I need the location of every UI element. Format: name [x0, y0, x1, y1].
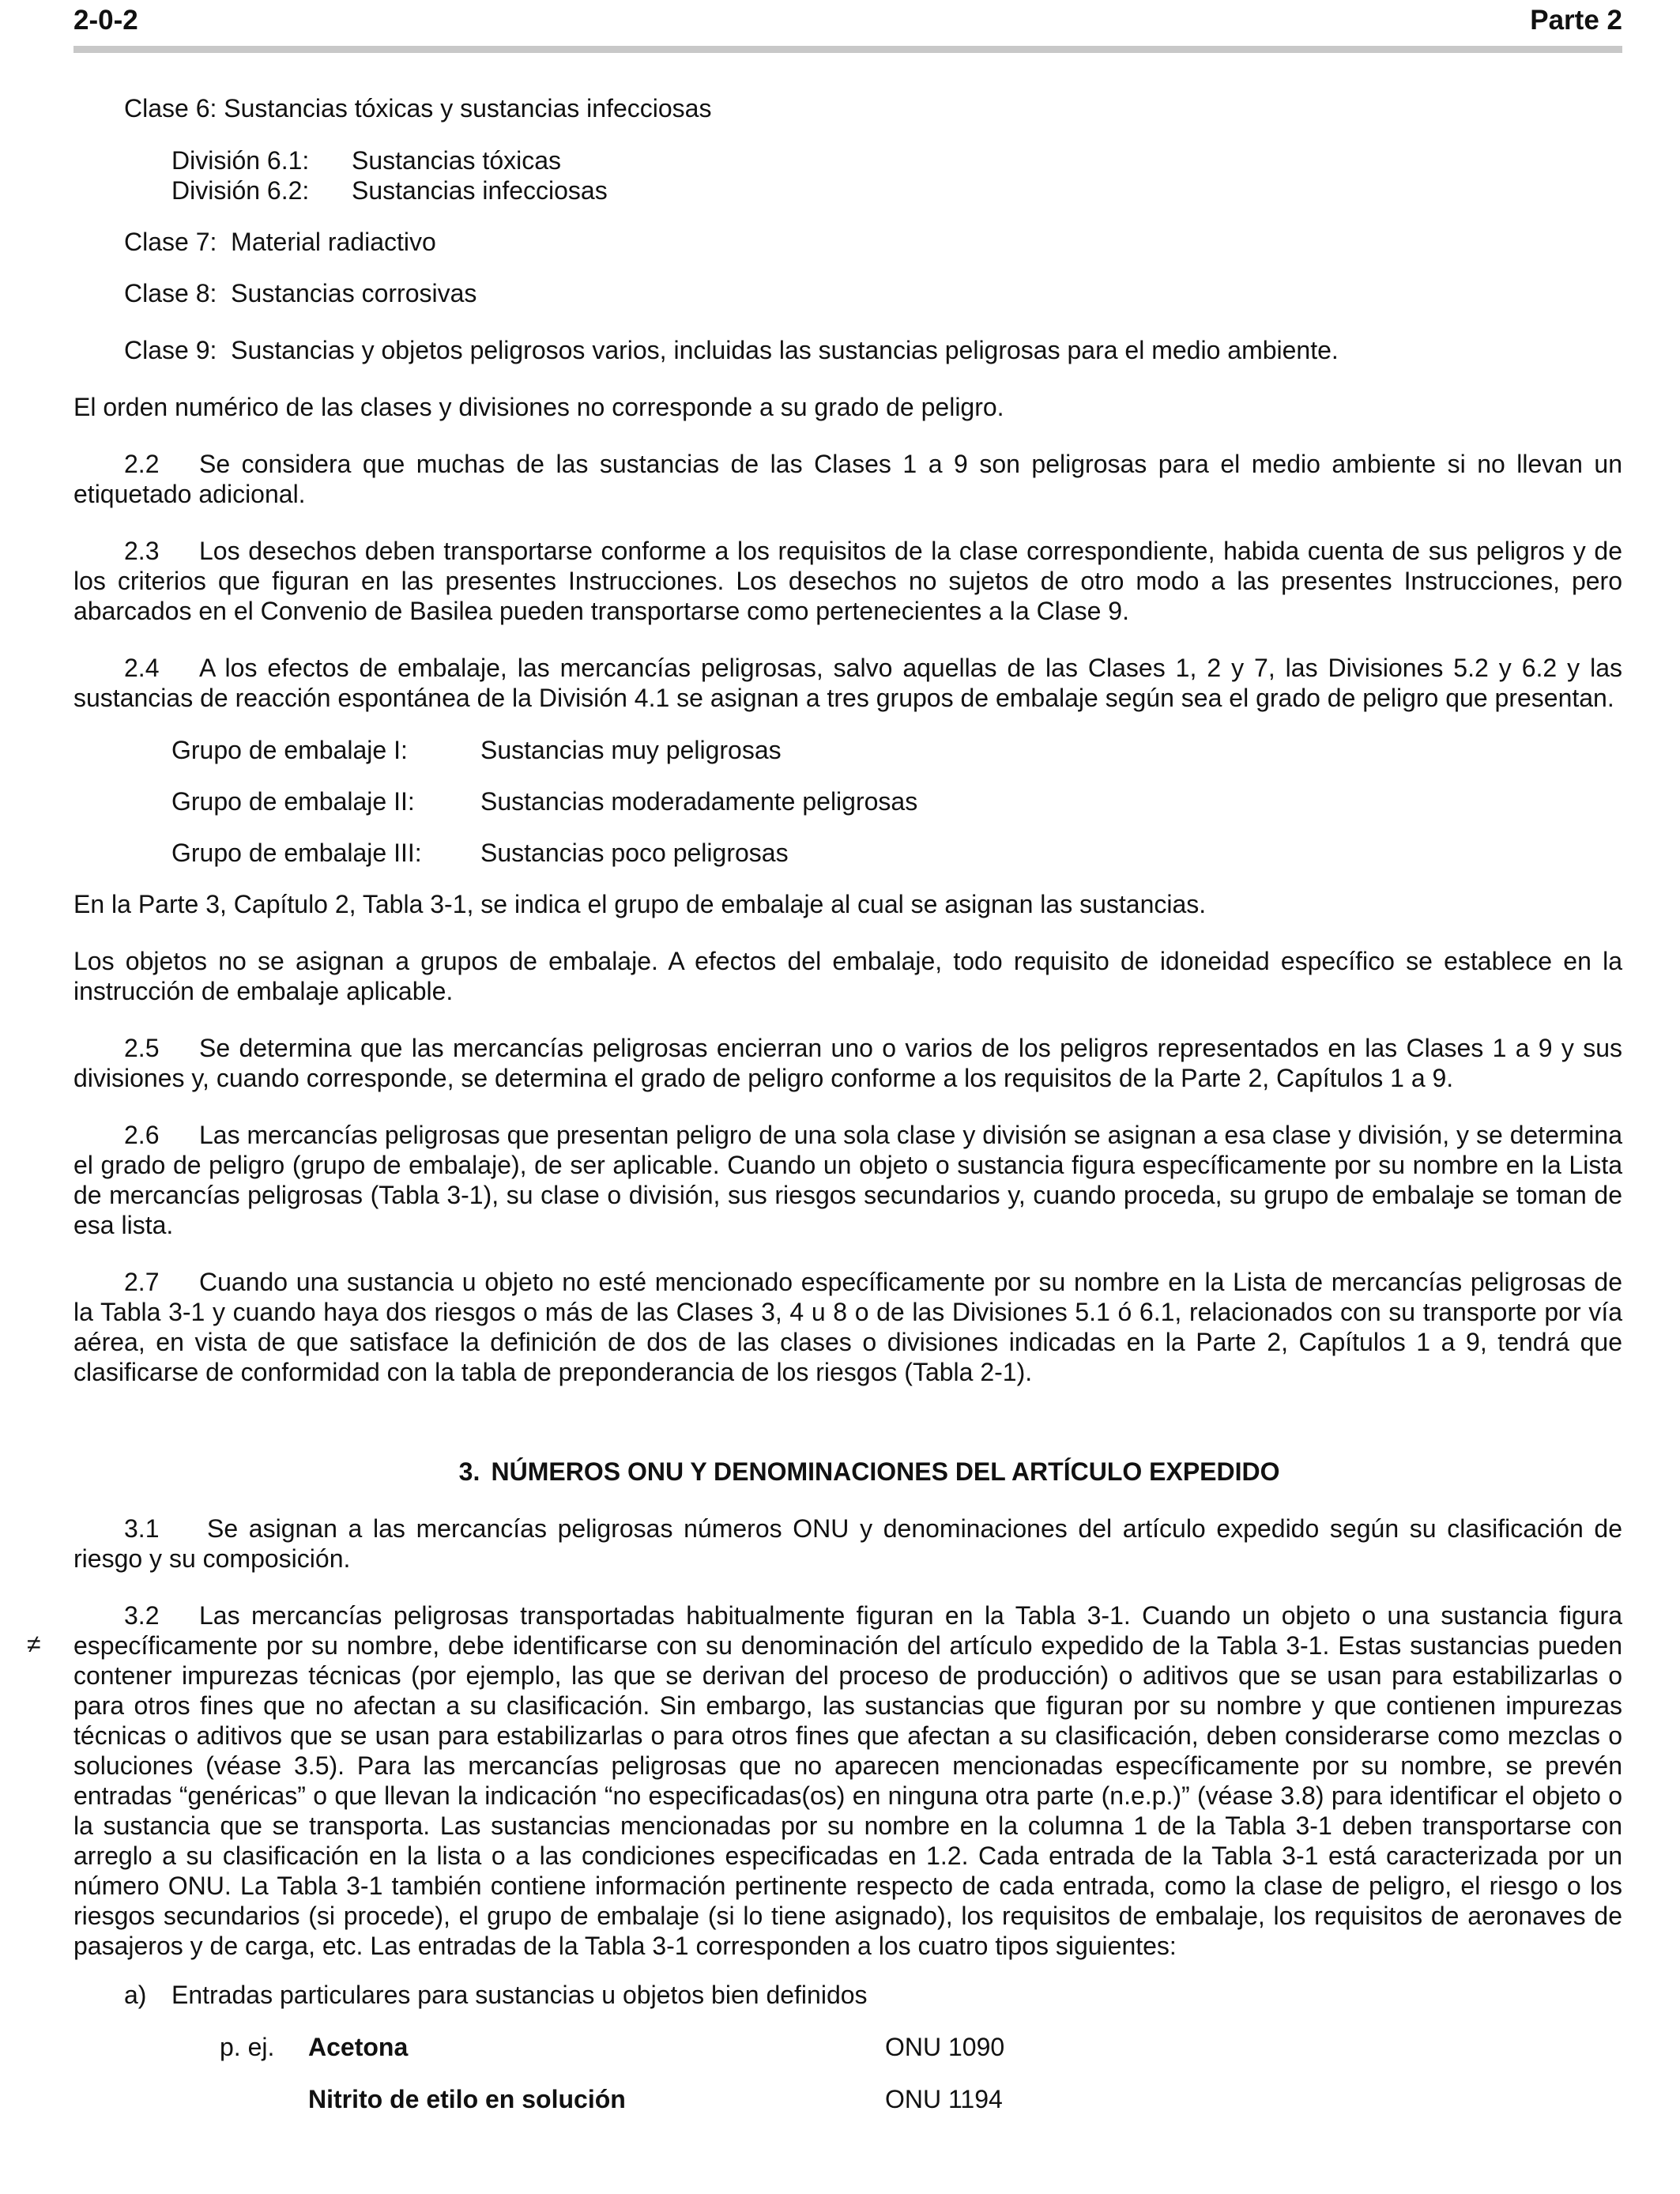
- class-6-heading: Clase 6: Sustancias tóxicas y sustancias infecciosas: [124, 94, 712, 123]
- change-mark: ≠: [27, 1630, 41, 1658]
- division-text: Sustancias tóxicas: [352, 146, 562, 175]
- paragraph-number: 2.6: [124, 1121, 160, 1149]
- paragraph-2-3: [73, 536, 1622, 626]
- header-rule: [73, 46, 1622, 53]
- example-prefix: p. ej.: [220, 2033, 275, 2061]
- paragraph-text: Las mercancías peligrosas transportadas habitualmente figuran en la Tabla 3-1. Cuando un objeto o una sustancia figura específicamente por su nombre, debe identificarse con su denominación del artículo expedido de la Tabla 3-1. Estas sustancias pueden contener impurezas técnicas (por ejemplo, las que se derivan del proceso de producción) o aditivos que se usan para estabilizarlas o para otros fines que no afectan a su clasificación. Sin embargo, las sustancias que figuran por su nombre y que contienen impurezas técnicas o aditivos que se usan para estabilizarlas o para otros fines que afectan a su clasificación, deben considerarse como mezclas o soluciones (véase 3.5). Para las mercancías peligrosas que no aparecen mencionadas específicamente por su nombre, se prevén entradas “genéricas” o que llevan la indicación “no especificadas(os) en ninguna otra parte (n.e.p.)” (véase 3.8) para identificar el objeto o la sustancia que se transporta. Las sustancias mencionadas por su nombre en la columna 1 de la Tabla 3-1 deben transportarse con arreglo a su clasificación en la lista o a las condiciones especificadas en 1.2. Cada entrada de la Tabla 3-1 está caracterizada por un número ONU. La Tabla 3-1 también contiene información pertinente respecto de cada entrada, como la clase de peligro, el riesgo o los riesgos secundarios (si procede), el grupo de embalaje (si lo tiene asignado), los requisitos de embalaje, los requisitos de aeronaves de pasajeros y de carga, etc. Las entradas de la Tabla 3-1 corresponden a los cuatro tipos siguientes:: [73, 1601, 1622, 1960]
- paragraph-3-2: [73, 1600, 1622, 1961]
- division-label: División 6.1:: [171, 146, 310, 175]
- paragraph-2-6: [73, 1120, 1622, 1240]
- section-title: NÚMEROS ONU Y DENOMINACIONES DEL ARTÍCULO EXPEDIDO: [491, 1457, 1280, 1486]
- paragraph-number: 2.3: [124, 537, 160, 565]
- paragraph-3-1: [73, 1514, 1622, 1574]
- example-name: Nitrito de etilo en solución: [308, 2085, 626, 2113]
- packing-group-row: [171, 786, 1622, 816]
- section-number: 3.: [458, 1457, 480, 1486]
- paragraph-text: A los efectos de embalaje, las mercancías peligrosas, salvo aquellas de las Clases 1, 2 y 7, las Divisiones 5.2 y 6.2 y las sustancias de reacción espontánea de la División 4.1 se asignan a tres grupos de embalaje según sea el grado de peligro que presentan.: [73, 654, 1622, 712]
- packing-group-list: [73, 735, 1622, 868]
- paragraph-text: Se considera que muchas de las sustancias de las Clases 1 a 9 son peligrosas para el medio ambiente si no llevan un etiquetado adicional.: [73, 450, 1622, 508]
- packing-group-row: [171, 838, 1622, 868]
- paragraph-number: 3.2: [124, 1601, 160, 1630]
- packing-group-note: En la Parte 3, Capítulo 2, Tabla 3-1, se indica el grupo de embalaje al cual se asignan las sustancias.: [73, 890, 1207, 918]
- class-7: Clase 7: Material radiactivo: [124, 228, 436, 256]
- division-list: [73, 145, 1622, 205]
- class-8: Clase 8: Sustancias corrosivas: [124, 279, 477, 307]
- paragraph-text: Se determina que las mercancías peligrosas encierran uno o varios de los peligros representados en las Clases 1 a 9 y sus divisiones y, cuando corresponde, se determina el grado de peligro conforme a los requisitos de la Parte 2, Capítulos 1 a 9.: [73, 1034, 1622, 1092]
- item-a: [73, 1980, 1622, 2010]
- item-label: a): [124, 1981, 147, 2009]
- example-list: [73, 2032, 1622, 2114]
- example-un-number: ONU 1090: [885, 2033, 1005, 2061]
- packing-group-label: Grupo de embalaje I:: [171, 736, 408, 764]
- document-body: [73, 93, 1622, 2114]
- packing-group-text: Sustancias poco peligrosas: [480, 839, 789, 867]
- packing-group-row: [171, 735, 1622, 765]
- paragraph-2-4: [73, 653, 1622, 713]
- packing-group-label: Grupo de embalaje III:: [171, 839, 422, 867]
- part-label: Parte 2: [1530, 5, 1622, 36]
- paragraph-text: Cuando una sustancia u objeto no esté mencionado específicamente por su nombre en la Lista de mercancías peligrosas de la Tabla 3-1 y cuando haya dos riesgos o más de las Clases 3, 4 u 8 o de las Divisiones 5.1 ó 6.1, relacionados con su transporte por vía aérea, en vista de que satisface la definición de dos de las clases o divisiones indicadas en la Parte 2, Capítulos 1 a 9, tendrá que clasificarse de conformidad con la tabla de preponderancia de los riesgos (Tabla 2-1).: [73, 1268, 1622, 1386]
- paragraph-2-5: [73, 1033, 1622, 1093]
- paragraph-2-7: [73, 1267, 1622, 1387]
- example-row: [73, 2032, 1622, 2062]
- class-9: Clase 9: Sustancias y objetos peligrosos varios, incluidas las sustancias peligrosas para el medio ambiente.: [124, 336, 1339, 364]
- packing-group-text: Sustancias moderadamente peligrosas: [480, 787, 918, 816]
- paragraph-text: Los desechos deben transportarse conforme a los requisitos de la clase correspondiente, habida cuenta de sus peligros y de los criterios que figuran en las presentes Instrucciones. Los desechos no sujetos de otro modo a las presentes Instrucciones, pero abarcados en el Convenio de Basilea pueden transportarse como pertenecientes a la Clase 9.: [73, 537, 1622, 625]
- example-un-number: ONU 1194: [885, 2085, 1003, 2113]
- division-row: [171, 145, 1622, 175]
- page-number: 2-0-2: [73, 5, 138, 36]
- packing-group-label: Grupo de embalaje II:: [171, 787, 415, 816]
- example-name: Acetona: [308, 2033, 409, 2061]
- articles-note: Los objetos no se asignan a grupos de embalaje. A efectos del embalaje, todo requisito de idoneidad específico se establece en la instrucción de embalaje aplicable.: [73, 947, 1622, 1005]
- paragraph-number: 2.5: [124, 1034, 160, 1062]
- paragraph-text: Se asignan a las mercancías peligrosas números ONU y denominaciones del artículo expedido según su clasificación de riesgo y su composición.: [73, 1514, 1622, 1573]
- packing-group-text: Sustancias muy peligrosas: [480, 736, 782, 764]
- division-text: Sustancias infecciosas: [352, 176, 608, 205]
- paragraph-text: Las mercancías peligrosas que presentan peligro de una sola clase y división se asignan a esa clase y división, y se determina el grado de peligro (grupo de embalaje), de ser aplicable. Cuando un objeto o sustancia figura específicamente por su nombre en la Lista de mercancías peligrosas (Tabla 3-1), su clase o división, sus riesgos secundarios y, cuando proceda, su grupo de embalaje se toman de esa lista.: [73, 1121, 1622, 1239]
- example-row: [73, 2084, 1622, 2114]
- paragraph-number: 2.4: [124, 654, 160, 682]
- paragraph-2-2: [73, 449, 1622, 509]
- item-text: Entradas particulares para sustancias u objetos bien definidos: [171, 1981, 868, 2009]
- paragraph-number: 2.7: [124, 1268, 160, 1296]
- section-3-heading: [73, 1457, 1622, 1487]
- paragraph-number: 2.2: [124, 450, 160, 478]
- order-note: El orden numérico de las clases y divisiones no corresponde a su grado de peligro.: [73, 393, 1004, 421]
- division-row: [171, 175, 1622, 205]
- division-label: División 6.2:: [171, 176, 310, 205]
- paragraph-number: 3.1: [124, 1514, 160, 1543]
